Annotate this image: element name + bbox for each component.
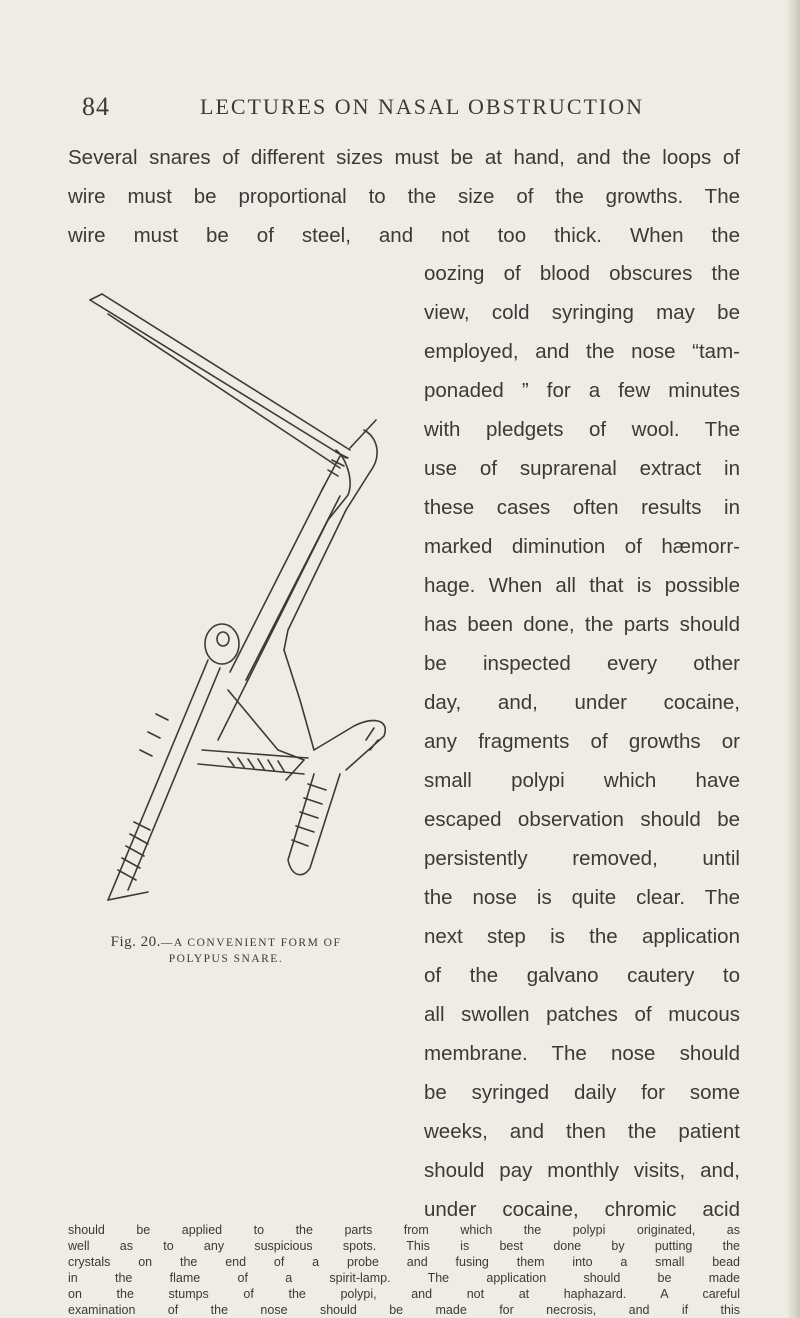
wrap-line: any fragments of growths or [424, 730, 740, 753]
page-number: 84 [82, 92, 110, 121]
page-edge-shadow [786, 0, 800, 1318]
body-line: crystals on the end of a probe and fusing them into a small bead [68, 1255, 740, 1269]
wrap-line: weeks, and then the patient [424, 1120, 740, 1143]
caption-text: —A CONVENIENT FORM OF [160, 937, 342, 949]
wrap-line: use of suprarenal extract in [424, 457, 740, 480]
wrap-line: day, and, under cocaine, [424, 691, 740, 714]
wrap-line: be inspected every other [424, 652, 740, 675]
figure-caption [76, 934, 376, 967]
caption-line-2: POLYPUS SNARE. [168, 953, 284, 965]
wrap-line: with pledgets of wool. The [424, 418, 740, 441]
body-line: examination of the nose should be made for necrosis, and if this [68, 1303, 740, 1317]
wrap-line: the nose is quite clear. The [424, 886, 740, 909]
running-head: LECTURES ON NASAL OBSTRUCTION [200, 94, 645, 119]
body-line: well as to any suspicious spots. This is best done by putting the [68, 1239, 740, 1253]
wrap-line: membrane. The nose should [424, 1042, 740, 1065]
wrap-line: hage. When all that is possible [424, 574, 740, 597]
wrap-line: escaped observation should be [424, 808, 740, 831]
wrap-line: should pay monthly visits, and, [424, 1159, 740, 1182]
wrap-line: has been done, the parts should [424, 613, 740, 636]
caption-prefix: Fig. 20. [110, 934, 161, 950]
body-line: wire must be of steel, and not too thick. When the [68, 224, 740, 247]
wrap-line: persistently removed, until [424, 847, 740, 870]
wrap-line: employed, and the nose “tam- [424, 340, 740, 363]
polypus-snare-drawing [78, 280, 408, 910]
wrap-line: marked diminution of hæmorr- [424, 535, 740, 558]
wrap-line: oozing of blood obscures the [424, 262, 740, 285]
wrap-line: of the galvano cautery to [424, 964, 740, 987]
body-line: wire must be proportional to the size of the growths. The [68, 185, 740, 208]
wrap-line: under cocaine, chromic acid [424, 1198, 740, 1221]
wrap-line: all swollen patches of mucous [424, 1003, 740, 1026]
body-line: Several snares of different sizes must be at hand, and the loops of [68, 146, 740, 169]
page-header [82, 92, 742, 122]
polypus-snare-figure [78, 280, 408, 910]
wrap-line: next step is the application [424, 925, 740, 948]
body-line: on the stumps of the polypi, and not at haphazard. A careful [68, 1287, 740, 1301]
wrap-line: be syringed daily for some [424, 1081, 740, 1104]
wrap-line: small polypi which have [424, 769, 740, 792]
body-line: should be applied to the parts from which the polypi originated, as [68, 1223, 740, 1237]
wrap-line: these cases often results in [424, 496, 740, 519]
body-line: in the flame of a spirit-lamp. The application should be made [68, 1271, 740, 1285]
wrap-line: view, cold syringing may be [424, 301, 740, 324]
wrap-line: ponaded ” for a few minutes [424, 379, 740, 402]
